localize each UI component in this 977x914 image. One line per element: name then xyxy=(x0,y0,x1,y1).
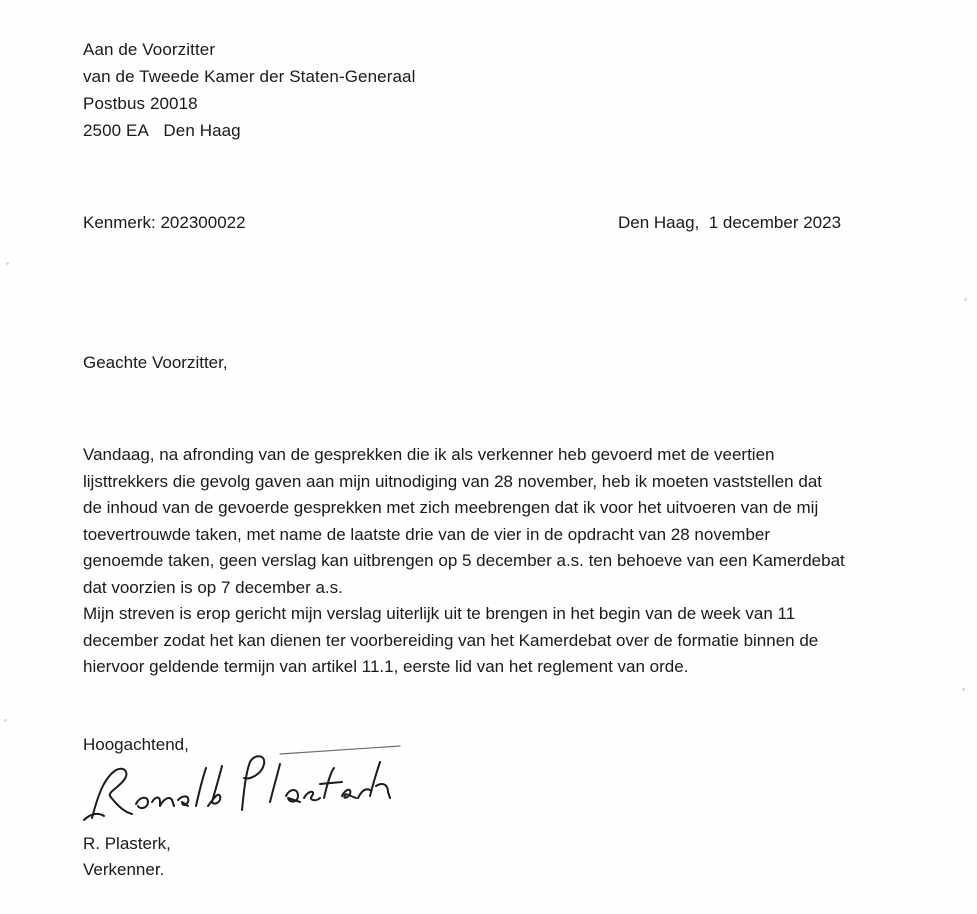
scan-speck xyxy=(964,298,967,301)
scan-speck xyxy=(4,719,7,722)
salutation: Geachte Voorzitter, xyxy=(83,353,228,372)
reference-number: Kenmerk: 202300022 xyxy=(83,213,246,232)
signer-name: R. Plasterk, xyxy=(83,834,171,853)
body-line: Mijn streven is erop gericht mijn verslag uiterlijk uit te brengen in het begin van de week van 11 xyxy=(83,604,796,623)
letter-body xyxy=(83,442,883,681)
signer-block xyxy=(83,831,171,883)
body-line: toevertrouwde taken, met name de laatste drie van de vier in de opdracht van 28 november xyxy=(83,524,771,544)
body-line: december zodat het kan dienen ter voorbereiding van het Kamerdebat over de formatie binnen de xyxy=(83,630,819,650)
body-line: lijsttrekkers die gevolg gaven aan mijn uitnodiging van 28 november, heb ik moeten vaststellen dat xyxy=(83,471,822,491)
recipient-line-2: van de Tweede Kamer der Staten-Generaal xyxy=(83,67,416,86)
place-and-date: Den Haag, 1 december 2023 xyxy=(618,213,842,232)
recipient-line-3: Postbus 20018 xyxy=(83,94,198,113)
closing-phrase: Hoogachtend, xyxy=(83,735,189,754)
signer-title: Verkenner. xyxy=(83,860,165,879)
recipient-address xyxy=(83,36,415,144)
body-line: hiervoor geldende termijn van artikel 11.1, eerste lid van het reglement van orde. xyxy=(83,657,689,676)
body-line: dat voorzien is op 7 december a.s. xyxy=(83,577,343,597)
body-line: de inhoud van de gevoerde gesprekken met zich meebrengen dat ik voor het uitvoeren van de mij xyxy=(83,498,819,517)
body-line: genoemde taken, geen verslag kan uitbrengen op 5 december a.s. ten behoeve van een Kamerdebat xyxy=(83,551,845,570)
scan-speck xyxy=(962,688,965,691)
body-line: Vandaag, na afronding van de gesprekken die ik als verkenner heb gevoerd met de veertien xyxy=(83,445,775,464)
scan-speck xyxy=(6,262,9,265)
handwritten-signature xyxy=(80,740,410,835)
recipient-line-1: Aan de Voorzitter xyxy=(83,40,216,59)
recipient-line-4: 2500 EA Den Haag xyxy=(83,121,241,140)
